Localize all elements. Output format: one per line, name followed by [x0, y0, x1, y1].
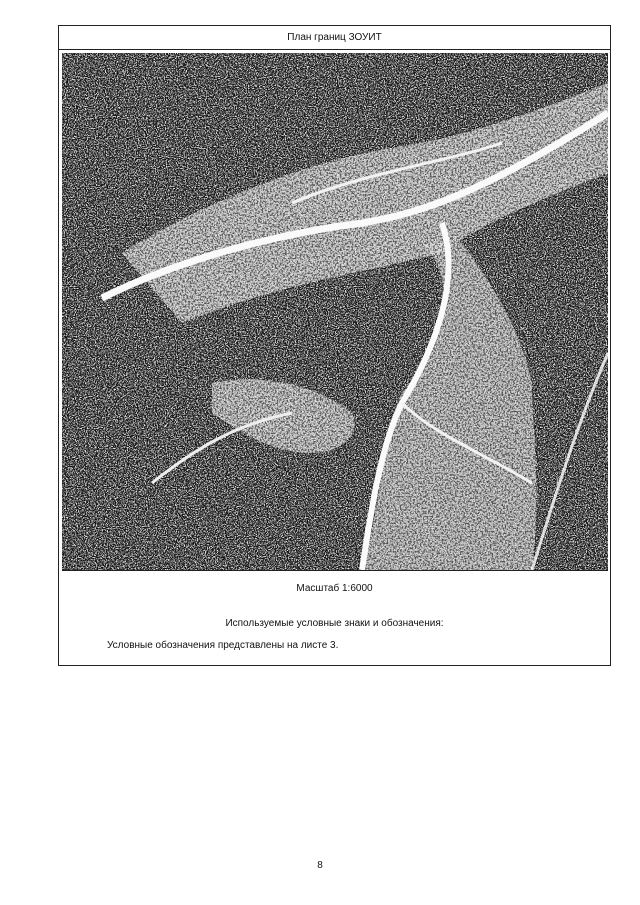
legend-heading: Используемые условные знаки и обозначения: — [225, 618, 444, 629]
aerial-photo-svg — [62, 53, 608, 570]
map-scale-label: Масштаб 1:6000 — [296, 583, 373, 594]
page-number: 8 — [317, 860, 323, 871]
legend-reference-note: Условные обозначения представлены на листе 3. — [107, 640, 339, 651]
map-title: План границ ЗОУИТ — [59, 26, 610, 50]
aerial-map-image — [62, 53, 608, 571]
map-sheet-frame — [58, 25, 611, 666]
